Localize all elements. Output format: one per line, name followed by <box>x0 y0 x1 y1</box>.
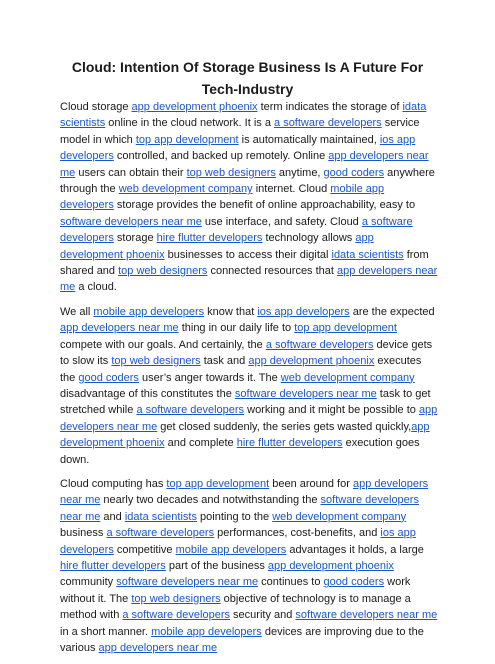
body-text: working and it might be possible to <box>244 404 419 417</box>
body-text: connected resources that <box>207 265 338 278</box>
body-text: internet. Cloud <box>252 183 331 196</box>
body-text: technology allows <box>262 232 356 245</box>
inline-link[interactable]: app development phoenix <box>60 420 430 450</box>
inline-link[interactable]: app development phoenix <box>131 101 258 113</box>
body-text: Cloud storage <box>60 101 132 113</box>
body-text: compete with our goals. And certainly, the <box>60 338 266 351</box>
inline-link[interactable]: a software developers <box>122 609 230 622</box>
body-text: use interface, and safety. Cloud <box>201 215 362 228</box>
inline-link[interactable]: idata scientists <box>331 248 404 261</box>
body-text: Cloud computing has <box>60 477 167 490</box>
inline-link[interactable]: a software developers <box>136 404 245 417</box>
body-text: are the expected <box>349 305 435 318</box>
inline-link[interactable]: a software developers <box>60 215 413 245</box>
body-text: community <box>60 576 117 589</box>
body-text: device gets to slow its <box>60 338 433 368</box>
inline-link[interactable]: ios app developers <box>60 527 416 556</box>
body-text: users can obtain their <box>75 166 187 179</box>
body-text: competitive <box>113 543 176 556</box>
inline-link[interactable]: top app development <box>135 133 239 146</box>
inline-link[interactable]: mobile app developers <box>93 305 205 318</box>
inline-link[interactable]: web development company <box>118 183 253 196</box>
inline-link[interactable]: idata scientists <box>124 510 197 523</box>
inline-link[interactable]: app developers near me <box>60 477 429 507</box>
inline-link[interactable]: top app development <box>294 322 397 335</box>
inline-link[interactable]: good coders <box>323 166 385 179</box>
inline-link[interactable]: web development company <box>280 371 415 384</box>
document-body <box>60 99 438 664</box>
inline-link[interactable]: app development phoenix <box>248 355 375 368</box>
body-text: part of the business <box>165 559 268 572</box>
body-text: is automatically maintained, <box>238 133 380 146</box>
inline-link[interactable]: app developers near me <box>60 404 438 433</box>
inline-link[interactable]: hire flutter developers <box>60 559 166 572</box>
inline-link[interactable]: software developers near me <box>295 609 438 622</box>
inline-link[interactable]: a software developers <box>106 527 215 540</box>
body-text: task to get stretched while <box>60 387 431 417</box>
body-text: service model in which <box>60 117 420 146</box>
body-text: executes the <box>60 355 422 384</box>
inline-link[interactable]: mobile app developers <box>151 625 262 638</box>
inline-link[interactable]: a software developers <box>274 117 382 130</box>
body-text: and complete <box>164 437 237 450</box>
inline-link[interactable]: app developers near me <box>60 150 429 179</box>
paragraph <box>60 304 438 468</box>
body-text: anywhere through the <box>60 166 435 196</box>
inline-link[interactable]: idata scientists <box>60 101 427 130</box>
body-text: devices are improving due to the various <box>60 625 424 654</box>
inline-link[interactable]: top web designers <box>186 166 276 179</box>
inline-link[interactable]: hire flutter developers <box>156 232 263 245</box>
body-text: term indicates the storage of <box>257 101 403 113</box>
inline-link[interactable]: software developers near me <box>60 215 202 228</box>
body-text: a cloud. <box>75 281 117 294</box>
body-text: online in the cloud network. It is a <box>105 117 275 130</box>
body-text: thing in our daily life to <box>178 322 295 335</box>
inline-link[interactable]: app developers near me <box>98 642 218 654</box>
body-text: business <box>60 527 107 540</box>
body-text: get closed suddenly, the series gets wasted quickly, <box>157 420 412 433</box>
body-text: advantages it holds, a large <box>286 543 424 556</box>
body-text: security and <box>230 609 296 622</box>
inline-link[interactable]: good coders <box>323 576 385 589</box>
inline-link[interactable]: a software developers <box>265 338 374 351</box>
inline-link[interactable]: software developers near me <box>116 576 259 589</box>
body-text: anytime, <box>275 166 324 179</box>
body-text: work without it. The <box>60 576 411 605</box>
body-text: performances, cost-benefits, and <box>214 527 381 540</box>
body-text: nearly two decades and notwithstanding the <box>100 494 321 507</box>
body-text: been around for <box>269 477 353 490</box>
inline-link[interactable]: top web designers <box>111 355 201 368</box>
body-text: from shared and <box>60 248 429 278</box>
body-text: execution goes down. <box>60 437 420 466</box>
body-text: businesses to access their digital <box>164 248 332 261</box>
inline-link[interactable]: software developers near me <box>60 494 419 523</box>
paragraph <box>60 476 438 656</box>
body-text: user’s anger towards it. The <box>138 371 281 384</box>
inline-link[interactable]: software developers near me <box>234 387 377 400</box>
body-text: task and <box>200 355 249 368</box>
paragraph <box>60 99 438 296</box>
body-text: controlled, and backed up remotely. Online <box>113 150 329 163</box>
body-text: disadvantage of this constitutes the <box>60 387 235 400</box>
inline-link[interactable]: app developers near me <box>60 265 438 294</box>
body-text: storage <box>113 232 157 245</box>
inline-link[interactable]: top app development <box>166 477 270 490</box>
inline-link[interactable]: top web designers <box>118 265 208 278</box>
inline-link[interactable]: hire flutter developers <box>236 437 343 450</box>
inline-link[interactable]: ios app developers <box>60 133 416 163</box>
body-text: know that <box>204 305 258 318</box>
body-text: pointing to the <box>196 510 273 523</box>
body-text: continues to <box>258 576 324 589</box>
inline-link[interactable]: mobile app developers <box>175 543 287 556</box>
inline-link[interactable]: mobile app developers <box>60 183 385 212</box>
inline-link[interactable]: web development company <box>272 510 407 523</box>
inline-link[interactable]: ios app developers <box>257 305 350 318</box>
body-text: We all <box>60 305 94 318</box>
body-text: objective of technology is to manage a method with <box>60 592 411 622</box>
inline-link[interactable]: app developers near me <box>60 322 179 335</box>
inline-link[interactable]: app development phoenix <box>60 232 374 261</box>
body-text: storage provides the benefit of online approachability, easy to <box>113 199 416 212</box>
inline-link[interactable]: app development phoenix <box>267 559 394 572</box>
body-text: in a short manner. <box>60 625 152 638</box>
inline-link[interactable]: top web designers <box>131 592 221 605</box>
inline-link[interactable]: good coders <box>78 371 139 384</box>
body-text: and <box>100 510 125 523</box>
document-title: Cloud: Intention Of Storage Business Is A Future For Tech-Industry <box>71 59 424 97</box>
